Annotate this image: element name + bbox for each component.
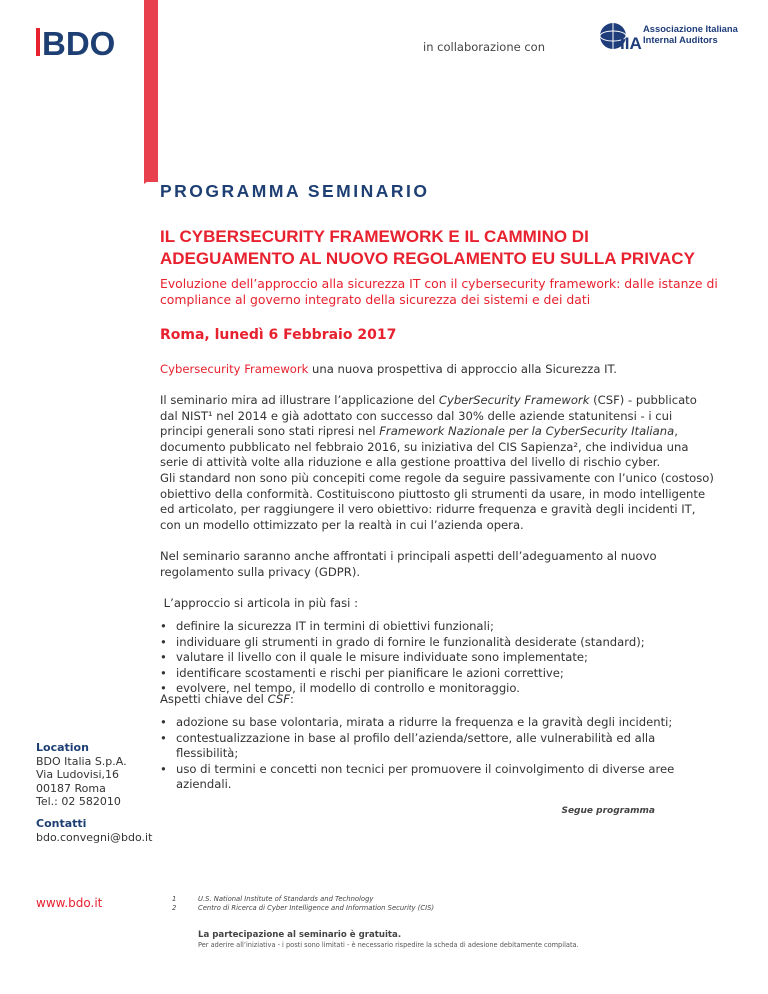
location-line: Tel.: 02 582010 [36, 795, 121, 808]
contacts-block [36, 817, 152, 844]
svg-text:IIA: IIA [620, 34, 642, 53]
p1-b: CyberSecurity Framework [438, 393, 590, 407]
location-label: Location [36, 741, 89, 754]
website-link[interactable]: www.bdo.it [36, 896, 103, 910]
list-item: • uso di termini e concetti non tecnici per promuovere il coinvolgimento di diverse aree aziendali. [160, 762, 690, 793]
list-item: • definire la sicurezza IT in termini di obiettivi funzionali; [160, 619, 715, 635]
collaboration-text: in collaborazione con [423, 40, 545, 54]
paragraph-2: Gli standard non sono più concepiti come regole da seguire passivamente con l’unico (costoso) obiettivo della conformità. Costituiscono piuttosto gli strumenti da usare, in modo intelligente ed articolato, per raggiungere il vero obiettivo: ridurre frequenza e gravità degli incidenti IT, con un modello ottimizzato per la realtà in cui l’azienda opera. [160, 471, 714, 532]
phases-label: L’approccio si articola in più fasi : [160, 596, 358, 610]
segue-programma: Segue programma [561, 806, 655, 816]
list-item: • identificare scostamenti e rischi per pianificare le azioni correttive; [160, 666, 715, 682]
seminar-date: Roma, lunedì 6 Febbraio 2017 [160, 327, 397, 343]
p1-a: Il seminario mira ad illustrare l’applicazione del [160, 393, 439, 407]
paragraph-1 [160, 393, 715, 471]
location-line: 00187 Roma [36, 781, 106, 795]
location-block [36, 741, 127, 809]
participation-note: Per aderire all’iniziativa - i posti sono limitati - è necessario rispedire la scheda di adesione debitamente compilata. [198, 941, 579, 949]
list-item: • valutare il livello con il quale le misure individuate sono implementate; [160, 650, 715, 666]
seminar-title: IL CYBERSECURITY FRAMEWORK E IL CAMMINO DI ADEGUAMENTO AL NUOVO REGOLAMENTO EU SULLA PRIVACY [160, 227, 695, 268]
list-item: • adozione su base volontaria, mirata a ridurre la frequenza e la gravità degli incidenti; [160, 715, 690, 731]
intro-rest: una nuova prospettiva di approccio alla Sicurezza IT. [308, 362, 617, 376]
footnote-text: U.S. National Institute of Standards and Technology [198, 895, 374, 903]
p1-e: , documento pubblicato nel febbraio 2016, su iniziativa del CIS Sapienza², che individua una serie di attività volte alla riduzione e alla gestione proattiva del livello di rischio cyber. [160, 424, 689, 469]
list-item: • evolvere, nel tempo, il modello di controllo e monitoraggio. [160, 681, 715, 697]
list-item: • individuare gli strumenti in grado di fornire le funzionalità desiderate (standard); [160, 635, 715, 651]
p1-c: (CSF) - pubblicato dal NIST¹ nel 2014 e già adottato con successo dal 30% delle aziende statunitensi - i cui principi generali sono stati ripresi nel [160, 393, 697, 438]
seminar-subtitle: Evoluzione dell’approccio alla sicurezza IT con il cybersecurity framework: dalle istanze di compliance al governo integrato della sicurezza dei sistemi e dei dati [160, 276, 718, 307]
paragraph-3: Nel seminario saranno anche affrontati i principali aspetti dell’adeguamento al nuovo regolamento sulla privacy (GDPR). [160, 549, 657, 579]
aspects-label [160, 692, 715, 708]
contacts-email[interactable]: bdo.convegni@bdo.it [36, 830, 153, 844]
footnote-number: 2 [172, 904, 177, 912]
intro-line [160, 362, 715, 378]
contacts-label: Contatti [36, 817, 87, 830]
participation-title: La partecipazione al seminario è gratuita. [198, 930, 402, 940]
phases-list [160, 619, 715, 697]
footnote-text: Centro di Ricerca di Cyber Intelligence and Information Security (CIS) [198, 904, 435, 912]
p1-d: Framework Nazionale per la CyberSecurity Italiana [379, 424, 675, 438]
program-label: PROGRAMMA SEMINARIO [160, 181, 430, 201]
location-line: BDO Italia S.p.A. [36, 754, 127, 768]
aspects-label-a: Aspetti chiave del [160, 692, 268, 706]
intro-highlight: Cybersecurity Framework [160, 362, 309, 376]
aspects-list [160, 715, 690, 793]
iia-logo-text: Associazione Italiana Internal Auditors [643, 23, 738, 45]
accent-bar-tip [144, 174, 158, 184]
aspects-label-c: : [289, 692, 294, 706]
svg-text:BDO: BDO [42, 26, 116, 58]
footnote-number: 1 [172, 895, 177, 903]
aspects-label-b: CSF [267, 692, 290, 706]
accent-bar [144, 0, 158, 182]
list-item: • contestualizzazione in base al profilo dell’azienda/settore, alle vulnerabilità ed alla flessibilità; [160, 731, 690, 762]
location-line: Via Ludovisi,16 [36, 768, 120, 781]
